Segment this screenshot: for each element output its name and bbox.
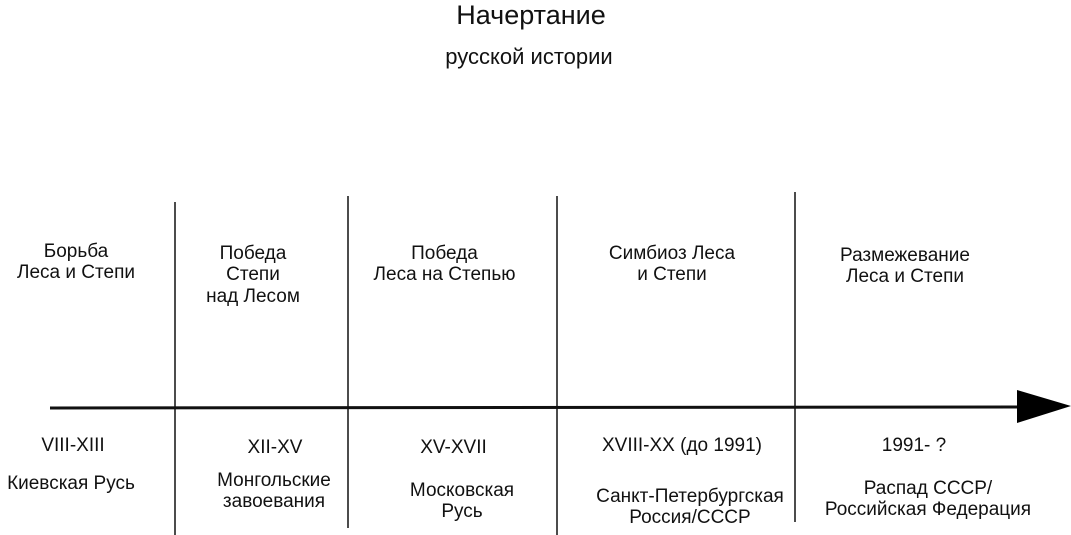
period-1-dates: VIII-XIII	[41, 435, 105, 456]
period-3-dates: XV-XVII	[420, 437, 487, 458]
period-5-theme: Размежевание Леса и Степи	[840, 245, 970, 288]
timeline-axis	[50, 407, 1025, 408]
diagram-subtitle: русской истории	[445, 44, 613, 69]
period-5-dates: 1991- ?	[881, 435, 947, 456]
period-4-theme: Симбиоз Леса и Степи	[608, 243, 736, 286]
period-3-theme: Победа Леса на Степью	[373, 243, 516, 286]
timeline-arrowhead	[1017, 390, 1071, 423]
period-1-theme: Борьба Леса и Степи	[17, 241, 135, 284]
diagram-title: Начертание	[456, 0, 606, 30]
period-4-dates: XVIII-XX (до 1991)	[602, 435, 762, 456]
period-1-state: Киевская Русь	[7, 473, 135, 494]
period-3-state: Московская Русь	[409, 480, 515, 523]
period-5-state: Распад СССР/ Российская Федерация	[824, 478, 1032, 521]
period-4-state: Санкт-Петербургская Россия/СССР	[596, 486, 784, 529]
period-2-state: Монгольские завоевания	[217, 470, 331, 513]
period-2-dates: XII-XV	[247, 437, 303, 458]
period-2-theme: Победа Степи над Лесом	[206, 243, 300, 307]
